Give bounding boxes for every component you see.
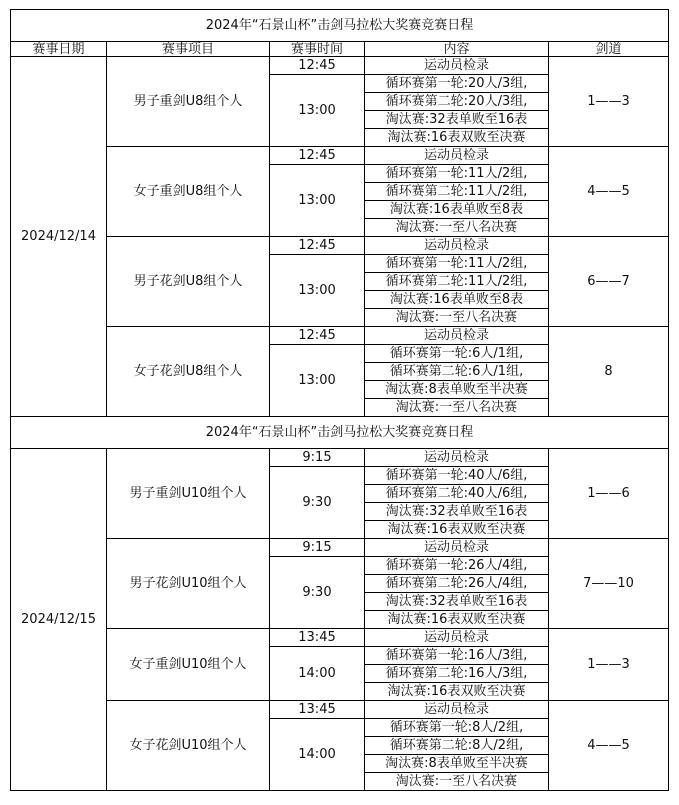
start-time: 9:30 bbox=[270, 467, 365, 539]
table-row bbox=[11, 327, 669, 345]
start-time: 13:00 bbox=[270, 165, 365, 237]
content-cell: 循环赛第二轮:20人/3组, bbox=[365, 93, 549, 111]
content-cell: 循环赛第一轮:6人/1组, bbox=[365, 345, 549, 363]
start-time: 9:30 bbox=[270, 557, 365, 629]
content-cell: 淘汰赛:一至八名决赛 bbox=[365, 399, 549, 417]
schedule-title: 2024年“石景山杯”击剑马拉松大奖赛竞赛日程 bbox=[11, 10, 669, 42]
event-category: 男子花剑U10组个人 bbox=[107, 539, 270, 629]
checkin-time: 12:45 bbox=[270, 237, 365, 255]
schedule-sheet bbox=[10, 9, 669, 791]
content-cell: 循环赛第二轮:11人/2组, bbox=[365, 273, 549, 291]
content-cell: 循环赛第二轮:6人/1组, bbox=[365, 363, 549, 381]
lane-cell: 1——3 bbox=[549, 57, 669, 147]
content-cell: 循环赛第一轮:11人/2组, bbox=[365, 255, 549, 273]
content-cell: 循环赛第二轮:16人/3组, bbox=[365, 665, 549, 683]
table-row bbox=[11, 629, 669, 647]
column-header: 赛事项目 bbox=[107, 42, 270, 57]
checkin-time: 12:45 bbox=[270, 327, 365, 345]
start-time: 13:00 bbox=[270, 255, 365, 327]
start-time: 14:00 bbox=[270, 647, 365, 701]
content-cell: 循环赛第一轮:16人/3组, bbox=[365, 647, 549, 665]
lane-cell: 8 bbox=[549, 327, 669, 417]
content-cell: 运动员检录 bbox=[365, 701, 549, 719]
event-category: 女子重剑U10组个人 bbox=[107, 629, 270, 701]
lane-cell: 1——6 bbox=[549, 449, 669, 539]
content-cell: 运动员检录 bbox=[365, 629, 549, 647]
content-cell: 循环赛第二轮:26人/4组, bbox=[365, 575, 549, 593]
event-category: 女子花剑U10组个人 bbox=[107, 701, 270, 791]
table-row bbox=[11, 701, 669, 719]
content-cell: 淘汰赛:16表双败至决赛 bbox=[365, 683, 549, 701]
lane-cell: 7——10 bbox=[549, 539, 669, 629]
checkin-time: 12:45 bbox=[270, 147, 365, 165]
column-header: 赛事时间 bbox=[270, 42, 365, 57]
lane-cell: 6——7 bbox=[549, 237, 669, 327]
content-cell: 淘汰赛:16表单败至8表 bbox=[365, 201, 549, 219]
schedule-body bbox=[11, 10, 669, 791]
content-cell: 循环赛第二轮:11人/2组, bbox=[365, 183, 549, 201]
content-cell: 循环赛第一轮:11人/2组, bbox=[365, 165, 549, 183]
start-time: 13:00 bbox=[270, 345, 365, 417]
content-cell: 运动员检录 bbox=[365, 539, 549, 557]
schedule-table bbox=[10, 9, 669, 791]
content-cell: 淘汰赛:32表单败至16表 bbox=[365, 503, 549, 521]
event-category: 男子花剑U8组个人 bbox=[107, 237, 270, 327]
checkin-time: 12:45 bbox=[270, 57, 365, 75]
content-cell: 淘汰赛:16表双败至决赛 bbox=[365, 611, 549, 629]
content-cell: 淘汰赛:32表单败至16表 bbox=[365, 111, 549, 129]
schedule-title-row bbox=[11, 10, 669, 42]
event-date: 2024/12/15 bbox=[11, 449, 107, 791]
table-row bbox=[11, 449, 669, 467]
content-cell: 淘汰赛:16表双败至决赛 bbox=[365, 521, 549, 539]
start-time: 13:00 bbox=[270, 75, 365, 147]
content-cell: 淘汰赛:一至八名决赛 bbox=[365, 219, 549, 237]
column-header: 内容 bbox=[365, 42, 549, 57]
table-row bbox=[11, 57, 669, 75]
content-cell: 运动员检录 bbox=[365, 327, 549, 345]
content-cell: 运动员检录 bbox=[365, 237, 549, 255]
schedule-title: 2024年“石景山杯”击剑马拉松大奖赛竞赛日程 bbox=[11, 417, 669, 449]
checkin-time: 9:15 bbox=[270, 539, 365, 557]
column-header: 赛事日期 bbox=[11, 42, 107, 57]
lane-cell: 1——3 bbox=[549, 629, 669, 701]
event-category: 男子重剑U10组个人 bbox=[107, 449, 270, 539]
content-cell: 运动员检录 bbox=[365, 57, 549, 75]
content-cell: 运动员检录 bbox=[365, 147, 549, 165]
table-row bbox=[11, 147, 669, 165]
event-category: 女子重剑U8组个人 bbox=[107, 147, 270, 237]
content-cell: 循环赛第一轮:8人/2组, bbox=[365, 719, 549, 737]
content-cell: 运动员检录 bbox=[365, 449, 549, 467]
content-cell: 循环赛第一轮:20人/3组, bbox=[365, 75, 549, 93]
content-cell: 淘汰赛:16表单败至8表 bbox=[365, 291, 549, 309]
table-row bbox=[11, 237, 669, 255]
event-category: 女子花剑U8组个人 bbox=[107, 327, 270, 417]
content-cell: 循环赛第一轮:40人/6组, bbox=[365, 467, 549, 485]
table-row bbox=[11, 539, 669, 557]
event-date: 2024/12/14 bbox=[11, 57, 107, 417]
content-cell: 循环赛第二轮:8人/2组, bbox=[365, 737, 549, 755]
schedule-title-row bbox=[11, 417, 669, 449]
lane-cell: 4——5 bbox=[549, 147, 669, 237]
content-cell: 淘汰赛:32表单败至16表 bbox=[365, 593, 549, 611]
content-cell: 淘汰赛:16表双败至决赛 bbox=[365, 129, 549, 147]
content-cell: 淘汰赛:一至八名决赛 bbox=[365, 309, 549, 327]
content-cell: 淘汰赛:8表单败至半决赛 bbox=[365, 755, 549, 773]
checkin-time: 13:45 bbox=[270, 629, 365, 647]
event-category: 男子重剑U8组个人 bbox=[107, 57, 270, 147]
content-cell: 淘汰赛:8表单败至半决赛 bbox=[365, 381, 549, 399]
lane-cell: 4——5 bbox=[549, 701, 669, 791]
start-time: 14:00 bbox=[270, 719, 365, 791]
checkin-time: 13:45 bbox=[270, 701, 365, 719]
content-cell: 循环赛第二轮:40人/6组, bbox=[365, 485, 549, 503]
header-row bbox=[11, 42, 669, 57]
content-cell: 淘汰赛:一至八名决赛 bbox=[365, 773, 549, 791]
column-header: 剑道 bbox=[549, 42, 669, 57]
content-cell: 循环赛第一轮:26人/4组, bbox=[365, 557, 549, 575]
checkin-time: 9:15 bbox=[270, 449, 365, 467]
